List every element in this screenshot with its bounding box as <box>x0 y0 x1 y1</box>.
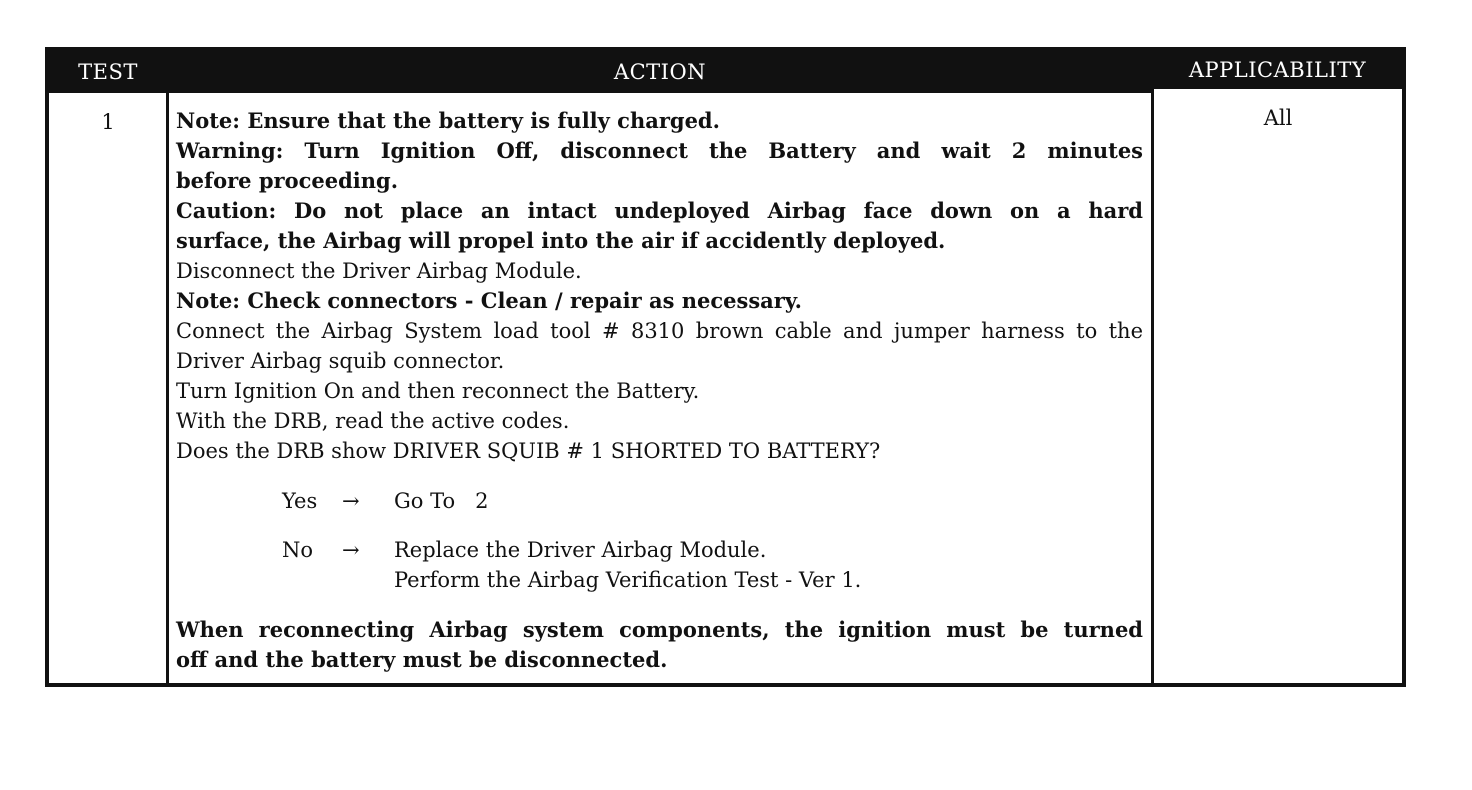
action-line-connect-tool-cont: Driver Airbag squib connector. <box>176 349 505 373</box>
option-yes-result: Go To 2 <box>394 489 489 513</box>
action-line-disconnect: Disconnect the Driver Airbag Module. <box>176 259 582 283</box>
action-line-read-codes: With the DRB, read the active codes. <box>176 409 570 433</box>
action-line-ignition-on: Turn Ignition On and then reconnect the Battery. <box>176 379 700 403</box>
arrow-icon: → <box>342 538 360 562</box>
action-line-note-battery: Note: Ensure that the battery is fully charged. <box>176 108 720 133</box>
closing-line-1: When reconnecting Airbag system components, the ignition must be turned <box>176 617 1143 642</box>
header-test-label: TEST <box>78 60 138 84</box>
closing-line-2: off and the battery must be disconnected. <box>176 647 668 672</box>
option-yes-label: Yes <box>282 489 318 513</box>
header-action <box>167 51 1153 93</box>
action-line-question: Does the DRB show DRIVER SQUIB # 1 SHORTED TO BATTERY? <box>176 439 881 463</box>
action-cell <box>176 106 1143 675</box>
action-line-warning: Warning: Turn Ignition Off, disconnect the Battery and wait 2 minutes <box>176 138 1143 163</box>
action-line-caution-cont: surface, the Airbag will propel into the air if accidently deployed. <box>176 228 946 253</box>
header-test <box>49 51 167 93</box>
header-action-label: ACTION <box>613 60 707 84</box>
action-line-note-connectors: Note: Check connectors - Clean / repair as necessary. <box>176 288 802 313</box>
option-no-result-line2: Perform the Airbag Verification Test - Ver 1. <box>394 568 862 592</box>
column-divider-1 <box>166 51 169 683</box>
arrow-icon: → <box>342 489 360 513</box>
applicability-value: All <box>1263 106 1293 130</box>
option-no-label: No <box>282 538 314 562</box>
option-no <box>282 535 1143 595</box>
column-divider-2 <box>1151 51 1154 683</box>
action-line-warning-cont: before proceeding. <box>176 168 399 193</box>
test-number: 1 <box>101 110 115 134</box>
test-table <box>45 47 1406 687</box>
option-no-result-line1: Replace the Driver Airbag Module. <box>394 538 767 562</box>
header-applicability-label: APPLICABILITY <box>1188 58 1367 82</box>
action-line-caution: Caution: Do not place an intact undeployed Airbag face down on a hard <box>176 198 1143 223</box>
action-line-connect-tool: Connect the Airbag System load tool # 8310 brown cable and jumper harness to the <box>176 319 1143 343</box>
option-yes <box>282 486 1143 516</box>
header-applicability <box>1153 51 1402 89</box>
